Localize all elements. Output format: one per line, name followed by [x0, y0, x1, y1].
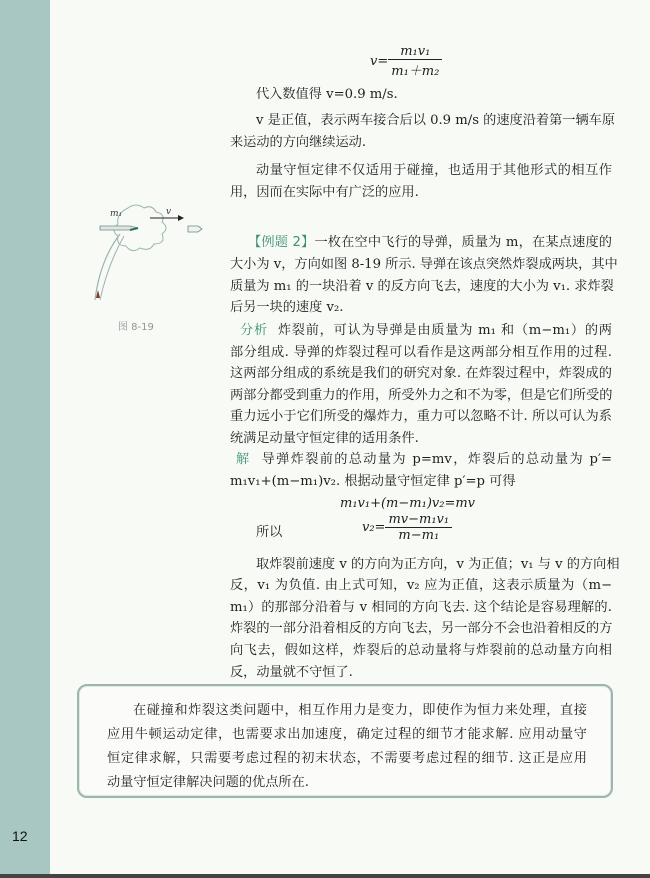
example-line: 大小为 v，方向如图 8-19 所示. 导弹在该点突然炸裂成两块，其中 [230, 257, 618, 272]
example-line: 后另一块的速度 v₂. [230, 300, 344, 315]
analysis-text: 炸裂前，可认为导弹是由质量为 m₁ 和（m−m₁）的两 [277, 323, 612, 338]
example-line [230, 234, 612, 252]
page-bottom-edge [0, 874, 650, 878]
discussion-line: 反，v₁ 为负值. 由上式可知，v₂ 应为正值，这表示质量为（m− [230, 578, 612, 593]
example-text: 一枚在空中飞行的导弹，质量为 m，在某点速度的 [314, 235, 612, 250]
result-lhs: v₂= [362, 520, 386, 535]
analysis-label: 分析 [240, 323, 268, 338]
discussion-line: 反，动量就不守恒了. [230, 665, 353, 680]
solution-line [230, 451, 612, 469]
text-line: 来运动的方向继续运动. [230, 135, 367, 150]
analysis-line [230, 322, 612, 340]
example-label: 【例题 2】 [248, 235, 315, 250]
analysis-line: 部分组成. 导弹的炸裂过程可以看作是这两部分相互作用的过程. [230, 345, 612, 360]
note-line: 应用牛顿运动定律，也需要求出加速度，确定过程的细节才能求解. 应用动量守 [107, 727, 587, 742]
discussion-line: 炸裂的一部分沿着相反的方向飞去，另一部分不会也沿着相反的方 [230, 621, 613, 636]
figure-label-v: v [166, 207, 172, 217]
example-line: 质量为 m₁ 的一块沿着 v 的反方向飞去，速度的大小为 v₁. 求炸裂 [230, 279, 614, 294]
result-denominator: m−m₁ [398, 528, 440, 543]
solution-line: m₁v₁+(m−m₁)v₂. 根据动量守恒定律 p′=p 可得 [230, 474, 516, 489]
so-label: 所以 [256, 525, 283, 540]
momentum-equation: m₁v₁+(m−m₁)v₂=mv [340, 496, 476, 511]
formula-numerator: m₁v₁ [388, 44, 442, 60]
formula-v [370, 44, 442, 79]
discussion-line: 向飞去，假如这样，炸裂后的总动量将与炸裂前的总动量方向相 [230, 643, 612, 658]
figure-caption: 图 8-19 [118, 322, 154, 333]
note-line: 动量守恒定律解决问题的优点所在. [107, 775, 310, 790]
text-line: v 是正值，表示两车接合后以 0.9 m/s 的速度沿着第一辆车原 [256, 113, 616, 128]
text-line: 用，因而在实际中有广泛的应用. [230, 185, 419, 200]
missile-explosion-illustration [90, 200, 210, 310]
figure-8-19 [90, 200, 210, 314]
page-margin-band [0, 0, 50, 878]
solution-text: 导弹炸裂前的总动量为 p=mv，炸裂后的总动量为 p′= [261, 452, 612, 467]
page-number: 12 [12, 828, 28, 844]
figure-label-m1: m₁ [110, 209, 123, 219]
formula-denominator: m₁＋m₂ [391, 64, 440, 79]
analysis-line: 重力远小于它们所受的爆炸力，重力可以忽略不计. 所以可认为系 [230, 409, 612, 424]
note-line: 恒定律求解，只需要考虑过程的初末状态，不需要考虑过程的细节. 这正是应用 [107, 751, 587, 766]
note-box [77, 684, 613, 798]
result-numerator: mv−m₁v₁ [385, 512, 452, 528]
formula-lhs: v= [370, 54, 389, 69]
discussion-line: 取炸裂前速度 v 的方向为正方向，v 为正值；v₁ 与 v 的方向相 [256, 557, 620, 572]
solution-label: 解 [236, 452, 251, 467]
text-line: 动量守恒定律不仅适用于碰撞，也适用于其他形式的相互作 [256, 163, 612, 178]
analysis-line: 这两部分组成的系统是我们的研究对象. 在炸裂过程中，炸裂成的 [230, 366, 612, 381]
analysis-line: 两部分都受到重力的作用，所受外力之和不为零，但是它们所受的 [230, 388, 613, 403]
note-line: 在碰撞和炸裂这类问题中，相互作用力是变力，即使作为恒力来处理，直接 [133, 703, 587, 718]
result-formula [362, 512, 452, 543]
discussion-line: m₁）的那部分沿着与 v 相同的方向飞去. 这个结论是容易理解的. [230, 600, 612, 615]
analysis-line: 统满足动量守恒定律的适用条件. [230, 431, 419, 446]
text-line: 代入数值得 v=0.9 m/s. [256, 87, 398, 102]
